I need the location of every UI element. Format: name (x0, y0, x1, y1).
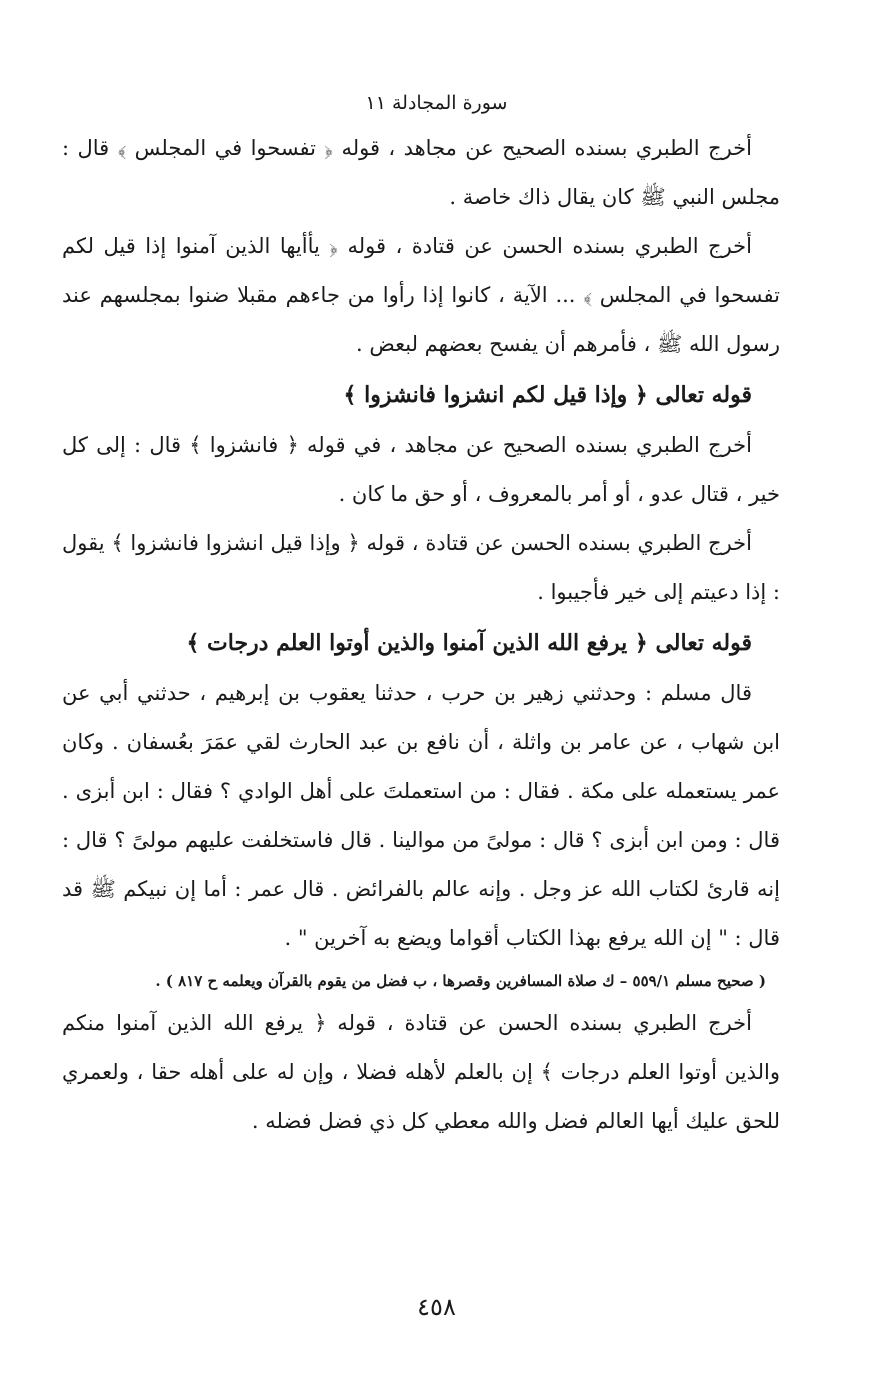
tabari-mujahid-tafassahu-paragraph: أخرج الطبري بسنده الصحيح عن مجاهد ، قوله ﴿ تفسحوا في المجلس ﴾ قال : مجلس النبي ﷺ كان يقال ذاك خاصة . (62, 136, 780, 209)
tabari-qatada-tafassahu-paragraph: أخرج الطبري بسنده الحسن عن قتادة ، قوله ﴿ يأأيها الذين آمنوا إذا قيل لكم تفسحوا في المجلس ﴾ ... الآية ، كانوا إذا رأوا من جاءهم مقبلا ضنوا بمجلسهم عند رسول الله ﷺ ، فأمرهم أن يفسح بعضهم لبعض . (62, 234, 780, 356)
tabari-qatada-unshuzu-paragraph: أخرج الطبري بسنده الحسن عن قتادة ، قوله ﴿ وإذا قيل انشزوا فانشزوا ﴾ يقول : إذا دعيتم إلى خير فأجيبوا . (62, 531, 780, 604)
tabari-mujahid-unshuzu-paragraph: أخرج الطبري بسنده الصحيح عن مجاهد ، في قوله ﴿ فانشزوا ﴾ قال : إلى كل خير ، قتال عدو ، أو أمر بالمعروف ، أو حق ما كان . (62, 433, 780, 506)
section-heading-yarfa: قوله تعالى ﴿ يرفع الله الذين آمنوا والذين أوتوا العلم درجات ﴾ (186, 630, 752, 656)
section-heading-unshuzu: قوله تعالى ﴿ وإذا قيل لكم انشزوا فانشزوا ﴾ (343, 382, 752, 408)
page-number: ٤٥٨ (417, 1293, 456, 1321)
page-body (62, 124, 780, 1146)
hadith-citation: ( صحيح مسلم ٥٥٩/١ – ك صلاة المسافرين وقصرها ، ب فضل من يقوم بالقرآن ويعلمه ح ٨١٧ ) . (155, 972, 766, 990)
running-header: سورة المجادلة ١١ (365, 92, 508, 114)
muslim-hadith-paragraph: قال مسلم : وحدثني زهير بن حرب ، حدثنا يعقوب بن إبرهيم ، حدثني أبي عن ابن شهاب ، عن عامر بن واثلة ، أن نافع بن عبد الحارث لقي عمَرَ بعُسفان . وكان عمر يستعمله على مكة . فقال : من استعملتَ على أهل الوادي ؟ فقال : ابن أبزى . قال : ومن ابن أبزى ؟ قال : مولىً من موالينا . قال فاستخلفت عليهم مولىً ؟ قال : إنه قارئ لكتاب الله عز وجل . وإنه عالم بالفرائض . قال عمر : أما إن نبيكم ﷺ قد قال : " إن الله يرفع بهذا الكتاب أقواما ويضع به آخرين " . (62, 681, 780, 950)
tabari-qatada-yarfa-paragraph: أخرج الطبري بسنده الحسن عن قتادة ، قوله ﴿ يرفع الله الذين آمنوا منكم والذين أوتوا العلم درجات ﴾ إن بالعلم لأهله فضلا ، وإن له على أهله حقا ، ولعمري للحق عليك أيها العالم فضل والله معطي كل ذي فضل فضله . (62, 1011, 780, 1133)
